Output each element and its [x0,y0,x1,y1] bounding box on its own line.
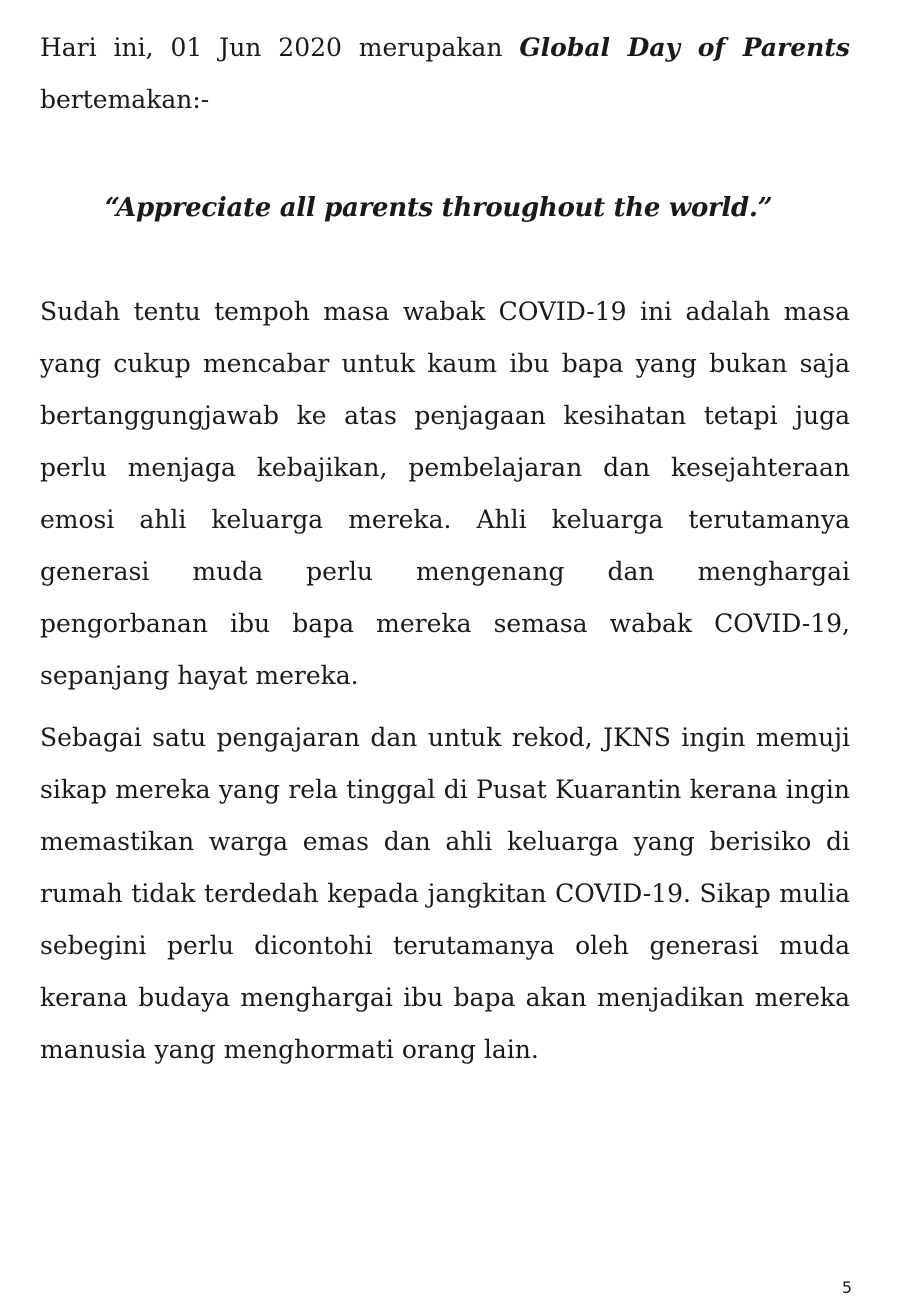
page-number: 5 [841,1278,852,1297]
intro-text-after: bertemakan:- [40,85,210,114]
covid-parents-paragraph: Sudah tentu tempoh masa wabak COVID-19 ini adalah masa yang cukup mencabar untuk kaum ibu bapa yang bukan saja bertanggungjawab ke atas penjagaan kesihatan tetapi juga perlu menjaga kebajikan, pembelajaran dan kesejahteraan emosi ahli keluarga mereka. Ahli keluarga terutamanya generasi muda perlu mengenang dan menghargai pengorbanan ibu bapa mereka semasa wabak COVID-19, sepanjang hayat mereka. [40,297,850,690]
jkns-appreciation-paragraph: Sebagai satu pengajaran dan untuk rekod, JKNS ingin memuji sikap mereka yang rela tinggal di Pusat Kuarantin kerana ingin memastikan warga emas dan ahli keluarga yang berisiko di rumah tidak terdedah kepada jangkitan COVID-19. Sikap mulia sebegini perlu dicontohi terutamanya oleh generasi muda kerana budaya menghargai ibu bapa akan menjadikan mereka manusia yang menghormati orang lain. [40,723,850,1064]
theme-quote: “Appreciate all parents throughout the world.” [105,193,773,223]
event-name: Global Day of Parents [519,33,850,62]
intro-paragraph [40,22,850,126]
intro-text-before: Hari ini, 01 Jun 2020 merupakan [40,33,520,62]
